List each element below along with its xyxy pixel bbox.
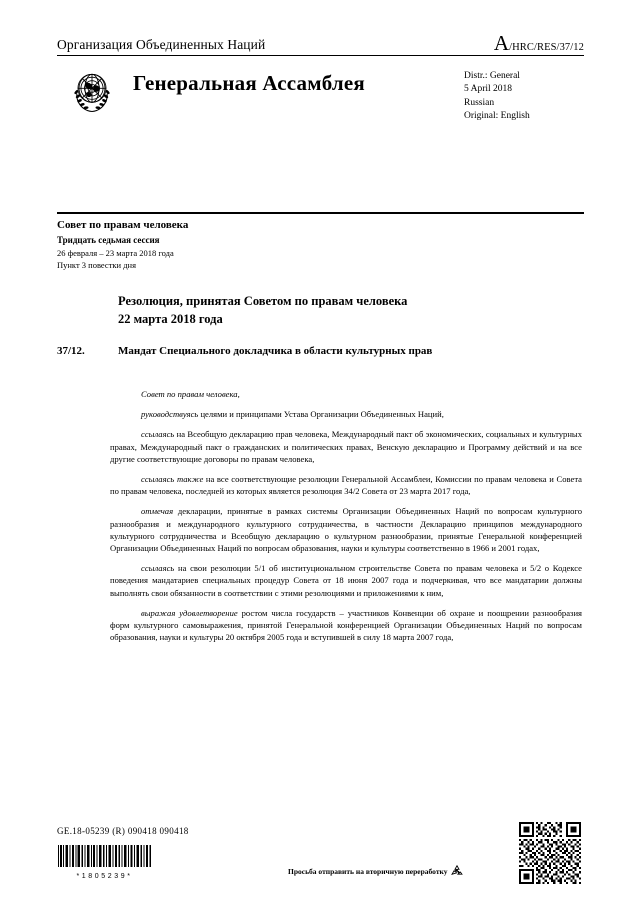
preamble-verb: ссылаясь (141, 429, 175, 440)
resolution-title-line2: 22 марта 2018 года (118, 311, 223, 326)
council-dates: 26 февраля – 23 марта 2018 года (57, 247, 174, 258)
preamble-paragraph-list (110, 408, 582, 643)
council-session: Тридцать седьмая сессия (57, 234, 160, 245)
organization-name: Организация Объединенных Наций (57, 37, 266, 53)
barcode (57, 845, 152, 880)
preamble-paragraph-text: декларации, принятые в рамках системы Организации Объединенных Наций по вопросам культурного разнообразия и международного культурного сотрудничества, в частности Декларацию принципов международного культурного сотрудничества и Всеобщую декларацию о культурном разнообразии, принятые Генеральной конференцией Организации Объединенных Наций по вопросам образования, науки и культуры соответственно в 1966 и 2001 годах, (110, 506, 582, 554)
preamble-verb: ссылаясь (141, 563, 175, 574)
preamble-paragraph-text: на все соответствующие резолюции Генеральной Ассамблеи, Комиссии по правам человека и Совета по правам человека, последней из которых является резолюция 34/2 Совета от 23 марта 2017 года, (110, 474, 582, 497)
preamble-paragraph (110, 473, 582, 497)
un-emblem-icon (65, 64, 119, 118)
general-assembly-title: Генеральная Ассамблея (133, 71, 365, 95)
resolution-title-line1: Резолюция, принятая Советом по правам человека (118, 294, 408, 308)
recycle-note-text: Просьба отправить на вторичную переработку (288, 866, 448, 876)
preamble-verb: отмечая (141, 506, 174, 517)
resolution-title (118, 293, 578, 329)
document-symbol-rest: /HRC/RES/37/12 (509, 42, 584, 53)
recycle-note (288, 864, 464, 878)
council-agenda-item: Пункт 3 повестки дня (57, 260, 136, 271)
masthead-body-row (57, 56, 584, 124)
preamble-paragraph (110, 607, 582, 644)
masthead-top-row (57, 31, 584, 55)
barcode-label: *1805239* (76, 873, 133, 880)
council-block (57, 218, 457, 272)
preamble-body (110, 388, 582, 651)
preamble-paragraph-text: целями и принципами Устава Организации Объединенных Наций, (198, 409, 444, 420)
distribution-language: Russian (464, 97, 495, 108)
preamble-paragraph (110, 408, 582, 420)
distribution-type: Distr.: General (464, 71, 520, 81)
qr-code-icon (519, 822, 581, 884)
document-code: GE.18-05239 (R) 090418 090418 (57, 826, 189, 836)
distribution-original: Original: English (464, 111, 530, 122)
preamble-verb: руководствуясь (141, 409, 199, 420)
preamble-paragraph-text: на свои резолюции 5/1 об институциональном строительстве Совета по правам человека и 5/2 о Кодексе поведения мандатариев специальных процедур Совета от 18 июня 2007 года и подчеркивая, что все мандатарии должны выполнять свои обязанности в соответствии с этими резолюциями и приложениями к ним, (110, 563, 582, 598)
distribution-date: 5 April 2018 (464, 84, 513, 95)
preamble-paragraph-text: на Всеобщую декларацию прав человека, Международный пакт об экономических, социальных и культурных правах, Международный пакт о гражданских и политических правах, Венскую декларацию и Программу действий и на все другие соответствующие договоры по правам человека, (110, 429, 582, 464)
document-symbol (493, 31, 584, 55)
document-symbol-prefix: A (493, 31, 510, 55)
resolution-heading (57, 344, 537, 360)
preamble-paragraph-text: ростом числа государств – участников Конвенции об охране и поощрении разнообразия форм культурного самовыражения, принятой Генеральной конференцией Организации Объединенных Наций по вопросам образования, науки и культуры 20 октября 2005 года и вступившей в силу 18 марта 2007 года, (110, 607, 582, 643)
barcode-icon (57, 845, 152, 867)
preamble-verb: ссылаясь также (141, 474, 204, 485)
preamble-paragraph (110, 505, 582, 554)
council-name: Совет по правам человека (57, 219, 189, 231)
distribution-block (464, 70, 584, 124)
preamble-paragraph (110, 562, 582, 599)
preamble-opening (110, 388, 582, 400)
resolution-number: 37/12. (57, 345, 85, 357)
preamble-verb: выражая удовлетворение (141, 607, 238, 618)
preamble-opening-text: Совет по правам человека, (141, 389, 240, 399)
preamble-paragraph (110, 428, 582, 465)
recycle-icon (450, 864, 464, 878)
resolution-subject: Мандат Специального докладчика в области культурных прав (118, 345, 433, 357)
document-masthead (57, 31, 584, 124)
section-divider (57, 212, 584, 214)
